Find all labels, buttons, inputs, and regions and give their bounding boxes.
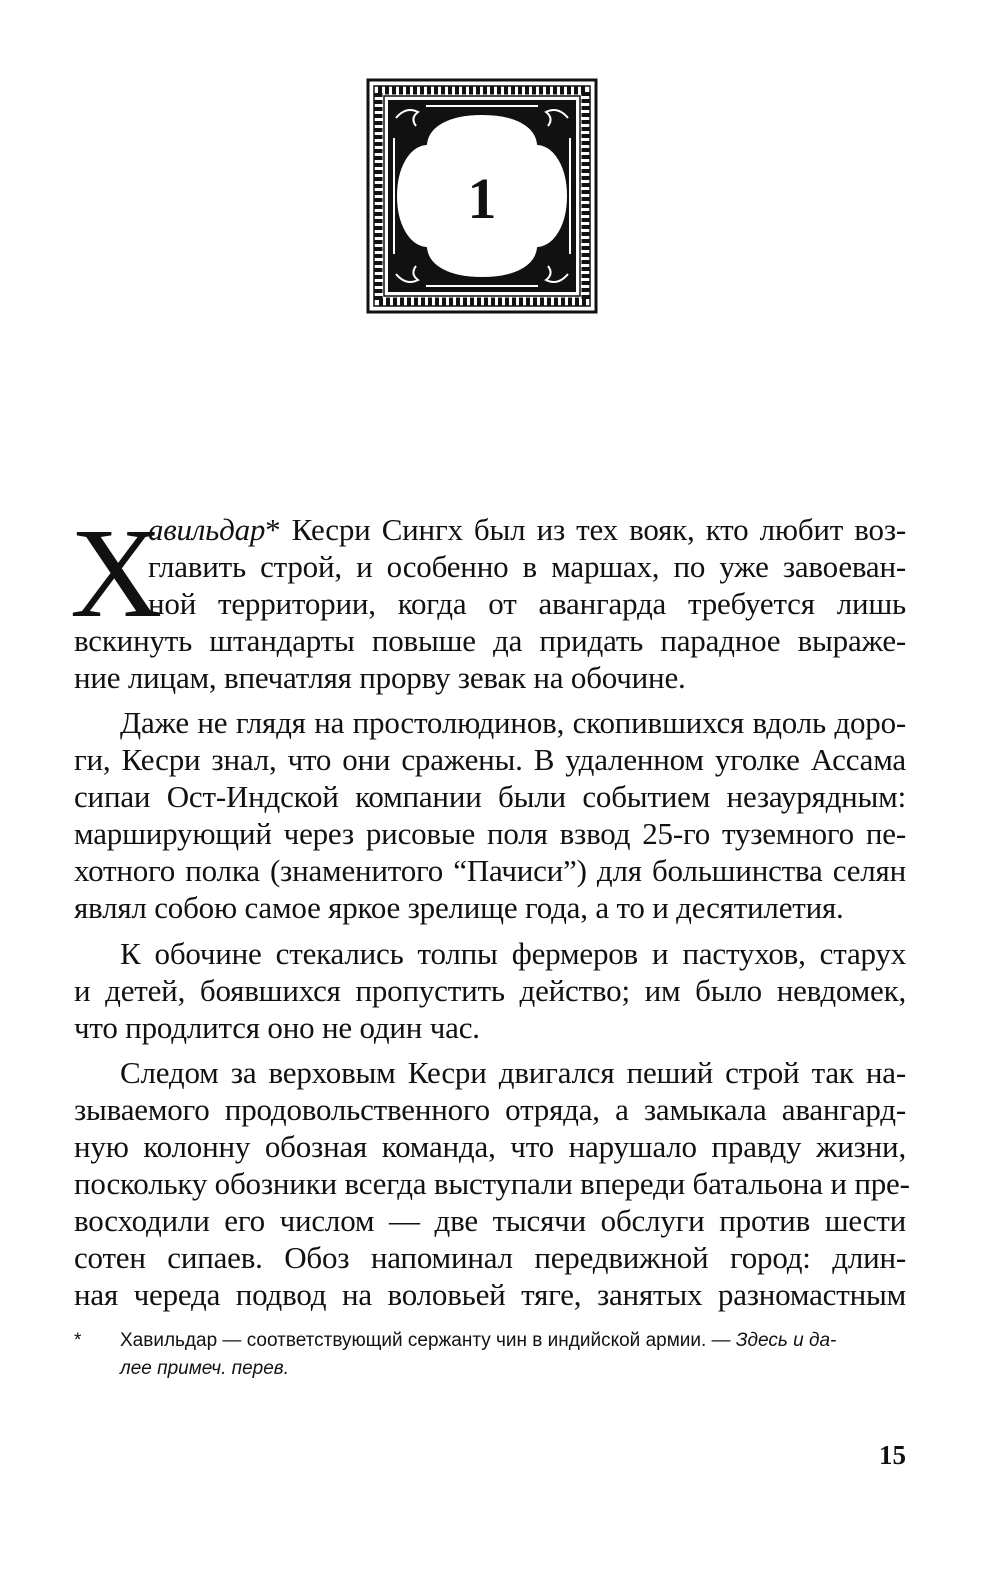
body-text bbox=[70, 502, 910, 1314]
text-line: Даже не глядя на простолюдинов, скопившихся вдоль доро- bbox=[120, 705, 906, 741]
text-line: хотного полка (знаменитого “Пачиси”) для большинства селян bbox=[74, 853, 906, 889]
text-line: главить строй, и особенно в маршах, по уже завоеван- bbox=[148, 548, 906, 584]
footnote bbox=[74, 1327, 906, 1383]
text-line: ная череда подвод на воловьей тяге, занятых разномастным bbox=[74, 1276, 906, 1312]
text-line: ной территории, когда от авангарда требуется лишь bbox=[148, 585, 906, 621]
text-line: сипаи Ост-Индской компании были событием незаурядным: bbox=[74, 779, 906, 815]
text-line: марширующий через рисовые поля взвод 25-го туземного пе- bbox=[74, 816, 906, 852]
text-line: зываемого продовольственного отряда, а замыкала авангард- bbox=[74, 1092, 906, 1128]
italic-word: авильдар bbox=[148, 512, 266, 547]
footnote-marker: * bbox=[74, 1330, 82, 1351]
text-line: восходили его числом — две тысячи обслуги против шести bbox=[74, 1203, 906, 1239]
text-line: ную колонну обозная команда, что нарушало правду жизни, bbox=[74, 1129, 906, 1165]
text-line-rest: * Кесри Сингх был из тех вояк, кто любит воз- bbox=[265, 512, 906, 547]
text-line: вскинуть штандарты повыше да придать парадное выраже- bbox=[74, 622, 906, 658]
text-line: Следом за верховым Кесри двигался пеший строй так на- bbox=[120, 1055, 906, 1091]
drop-cap: Х bbox=[70, 502, 163, 644]
paragraph bbox=[74, 936, 906, 1047]
text-line: поскольку обозники всегда выступали впереди батальона и пре- bbox=[74, 1166, 910, 1202]
text-line: сотен сипаев. Обоз напоминал передвижной город: длин- bbox=[74, 1239, 906, 1275]
paragraph bbox=[74, 705, 906, 926]
text-line: К обочине стекались толпы фермеров и пастухов, старух bbox=[120, 935, 906, 971]
text-line: являл собою самое яркое зрелище года, а то и десятилетия. bbox=[74, 889, 844, 925]
footnote-italic-continued: лее примеч. перев. bbox=[120, 1358, 289, 1379]
text-line: ги, Кесри знал, что они сражены. В удаленном уголке Ассама bbox=[74, 742, 906, 778]
text-line: что продлится оно не один час. bbox=[74, 1009, 480, 1045]
page-number: 15 bbox=[879, 1440, 906, 1470]
text-line bbox=[74, 512, 906, 549]
footnote-text: Хавильдар — соответствующий сержанту чин в индийской армии. — bbox=[120, 1330, 736, 1351]
text-line: и детей, боявшихся пропустить действо; им было невдомек, bbox=[74, 972, 906, 1008]
text-line: ние лицам, впечатляя прорву зевак на обочине. bbox=[74, 659, 686, 695]
chapter-number: 1 bbox=[467, 165, 497, 231]
footnote-italic: Здесь и да- bbox=[735, 1330, 837, 1351]
paragraph bbox=[70, 502, 906, 696]
paragraph bbox=[74, 1055, 910, 1313]
